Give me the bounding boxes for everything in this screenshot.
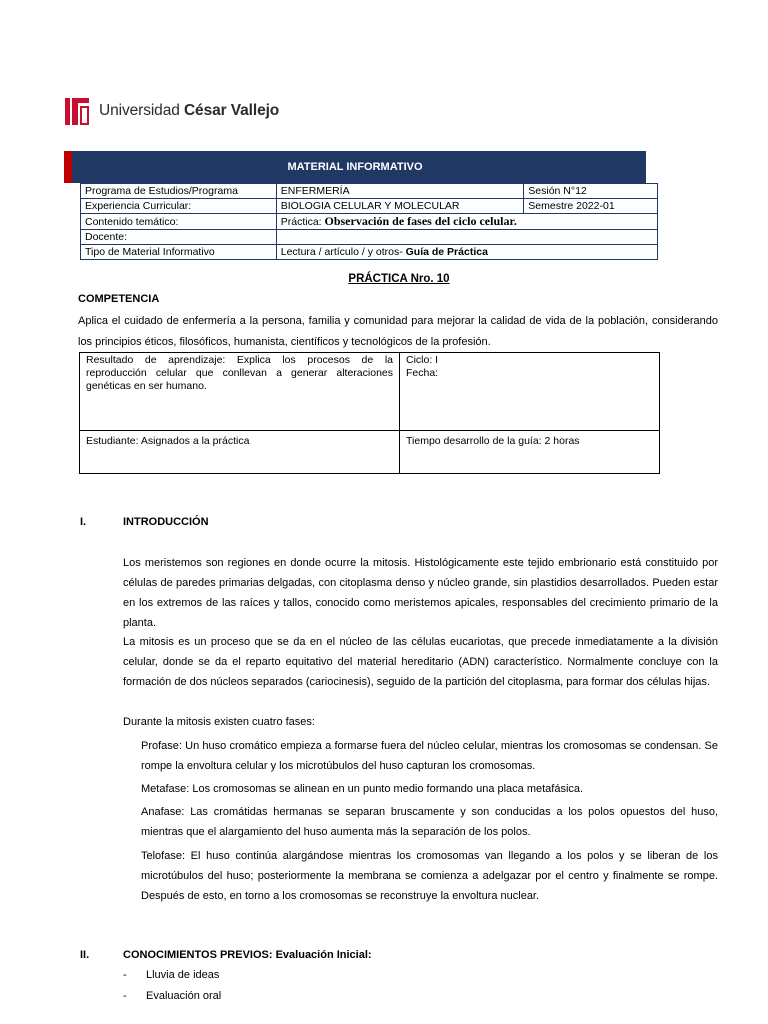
header-bar: [64, 151, 646, 183]
dash-icon: -: [123, 969, 127, 981]
list-item: Anafase: Las cromátidas hermanas se separan bruscamente y son conducidas a los polos opuestos del huso, mientras que el alargamiento del huso aumenta más la separación de los polos.: [141, 806, 718, 838]
ciclo-text: Ciclo: I: [406, 354, 439, 366]
table-row: [81, 230, 658, 245]
intro-paragraph-1: Los meristemos son regiones en donde ocurre la mitosis. Histológicamente este tejido embrionario está constituido por células de paredes primarias delgadas, con citoplasma denso y núcleo grande, sin plastidios desarrollados. Pueden estar en los extremos de las raíces y tallos, conocido como meristemos apicales, responsables del crecimiento primario de la planta.: [123, 557, 718, 629]
docente-value: [276, 230, 657, 245]
sesion-value: Sesión N°12: [524, 184, 658, 199]
competencia-heading: COMPETENCIA: [78, 293, 160, 305]
experiencia-value: BIOLOGIA CELULAR Y MOLECULAR: [276, 199, 524, 214]
intro-paragraph-3: Durante la mitosis existen cuatro fases:: [123, 716, 315, 728]
resultado-text: Resultado de aprendizaje: Explica los procesos de la reproducción celular que conllevan a generar alteraciones genéticas en ser humano.: [86, 354, 393, 392]
section-number: II.: [80, 949, 90, 961]
table-row: [81, 245, 658, 260]
tipo-prefix: Lectura / artículo / y otros-: [280, 246, 406, 258]
divider: [399, 353, 400, 473]
divider: [80, 430, 659, 431]
dash-icon: -: [123, 990, 127, 1002]
info-table: [80, 183, 658, 260]
header-accent: [64, 151, 72, 183]
list-item: Metafase: Los cromosomas se alinean en un punto medio formando una placa metafásica.: [141, 783, 584, 795]
docente-label: Docente:: [81, 230, 277, 245]
section-number: I.: [80, 516, 87, 528]
competencia-text: Aplica el cuidado de enfermería a la persona, familia y comunidad para mejorar la calidad de vida de la población, considerando los principios éticos, filosóficos, humanista, científicos y tecnológicos de la profesión.: [78, 315, 718, 348]
table-row: [81, 184, 658, 199]
table-row: [81, 199, 658, 214]
fecha-text: Fecha:: [406, 367, 439, 379]
semestre-value: Semestre 2022-01: [524, 199, 658, 214]
ucv-emblem-icon: [65, 96, 91, 126]
contenido-prefix: Práctica:: [280, 216, 325, 228]
tiempo-text: Tiempo desarrollo de la guía: 2 horas: [406, 435, 580, 447]
programa-value: ENFERMERÍA: [276, 184, 524, 199]
list-item: Telofase: El huso continúa alargándose mientras los cromosomas van llegando a los polos y se liberan de los microtúbulos del huso; posteriormente la membrana se comienza a adelgazar por el centro y finalmente se rompe. Después de esto, en torno a los cromosomas se reconstruye la envoltura nuclear.: [141, 850, 718, 902]
table-row: [81, 214, 658, 230]
intro-paragraph-2: La mitosis es un proceso que se da en el núcleo de las células eucariotas, que precede inmediatamente a la división celular, donde se da el reparto equitativo del material hereditario (ADN) característico. Normalmente concluye con la formación de dos núcleos separados (cariocinesis), seguido de la partición del citoplasma, para formar dos células hijas.: [123, 636, 718, 688]
section-title: INTRODUCCIÓN: [123, 516, 209, 528]
tipo-value: Guía de Práctica: [405, 246, 488, 258]
list-item: Lluvia de ideas: [146, 969, 220, 981]
section-title: CONOCIMIENTOS PREVIOS: Evaluación Inicial:: [123, 949, 372, 961]
list-item: Evaluación oral: [146, 990, 222, 1002]
programa-label: Programa de Estudios/Programa: [81, 184, 277, 199]
estudiante-text: Estudiante: Asignados a la práctica: [86, 435, 250, 447]
experiencia-label: Experiencia Curricular:: [81, 199, 277, 214]
university-name: Universidad César Vallejo: [99, 102, 280, 119]
tipo-cell: [276, 245, 657, 260]
contenido-value: Observación de fases del ciclo celular.: [324, 214, 517, 228]
contenido-label: Contenido temático:: [81, 214, 277, 230]
tipo-label: Tipo de Material Informativo: [81, 245, 277, 260]
practica-title: PRÁCTICA Nro. 10: [348, 273, 450, 285]
header-title: MATERIAL INFORMATIVO: [287, 161, 423, 173]
university-logo: [65, 96, 279, 126]
result-box: [79, 352, 660, 474]
contenido-cell: [276, 214, 657, 230]
list-item: Profase: Un huso cromático empieza a formarse fuera del núcleo celular, mientras los cromosomas se condensan. Se rompe la envoltura celular y los microtúbulos del huso capturan los cromosomas.: [141, 740, 718, 772]
